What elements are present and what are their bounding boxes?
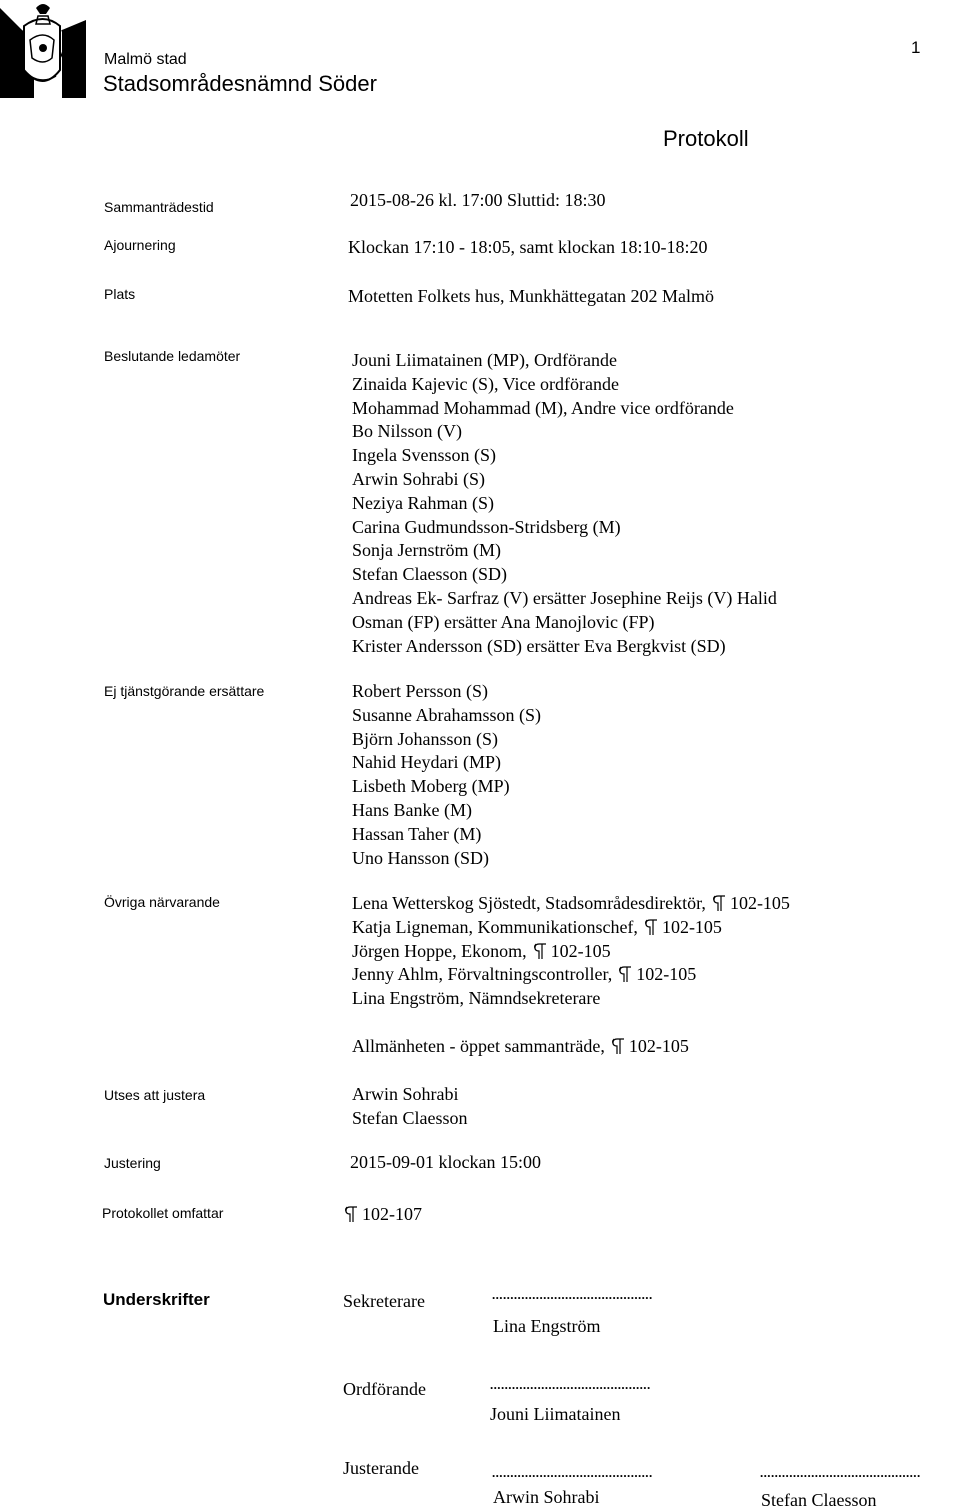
label-omfattar: Protokollet omfattar	[102, 1205, 224, 1221]
doc-type-title: Protokoll	[663, 126, 749, 151]
signature-line: ............................................	[760, 1465, 921, 1480]
role-justerande: Justerande	[343, 1458, 419, 1478]
paragraph-sign-icon	[533, 942, 549, 960]
list-item: Jörgen Hoppe, Ekonom, 102-105	[352, 940, 611, 961]
name-justerande-1: Arwin Sohrabi	[493, 1487, 600, 1507]
allmanheten-line: Allmänheten - öppet sammanträde, 102-105	[352, 1036, 689, 1056]
list-item: Arwin Sohrabi	[352, 1084, 459, 1104]
beslutande-list	[352, 349, 777, 658]
list-item: Jenny Ahlm, Förvaltningscontroller, 102-105	[352, 964, 697, 985]
list-item: Hassan Taher (M)	[352, 823, 482, 844]
list-item: Arwin Sohrabi (S)	[352, 468, 485, 489]
list-item: Mohammad Mohammad (M), Andre vice ordförande	[352, 397, 734, 418]
list-item: Jouni Liimatainen (MP), Ordförande	[352, 350, 617, 370]
paragraph-sign-icon	[344, 1205, 360, 1223]
label-justering: Justering	[104, 1155, 161, 1171]
signatures-heading: Underskrifter	[103, 1290, 210, 1309]
org-name: Malmö stad	[104, 51, 187, 68]
role-ordforande: Ordförande	[343, 1379, 426, 1399]
list-item: Zinaida Kajevic (S), Vice ordförande	[352, 373, 619, 394]
justera-list	[352, 1083, 467, 1131]
list-item: Ingela Svensson (S)	[352, 445, 496, 466]
list-item: Carina Gudmundsson-Stridsberg (M)	[352, 516, 621, 537]
list-item: Stefan Claesson	[352, 1107, 468, 1128]
value-ajournering: Klockan 17:10 - 18:05, samt klockan 18:10-18:20	[348, 237, 708, 257]
value-sammantradestid: 2015-08-26 kl. 17:00 Sluttid: 18:30	[350, 190, 606, 210]
label-ersattare: Ej tjänstgörande ersättare	[104, 683, 265, 699]
list-item: Lena Wetterskog Sjöstedt, Stadsområdesdirektör, 102-105	[352, 893, 790, 913]
signature-line: ............................................	[490, 1377, 651, 1392]
label-plats: Plats	[104, 286, 136, 302]
label-beslutande: Beslutande ledamöter	[104, 348, 241, 364]
list-item: Robert Persson (S)	[352, 681, 488, 701]
malmo-coat-of-arms-icon	[0, 0, 86, 98]
list-item: Björn Johansson (S)	[352, 728, 499, 749]
list-item: Krister Andersson (SD) ersätter Eva Bergkvist (SD)	[352, 635, 726, 656]
name-sekreterare: Lina Engström	[493, 1316, 601, 1336]
ersattare-list	[352, 680, 541, 870]
list-item: Stefan Claesson (SD)	[352, 564, 507, 585]
value-omfattar: 102-107	[344, 1204, 422, 1225]
label-ovriga: Övriga närvarande	[104, 894, 220, 910]
list-item: Lisbeth Moberg (MP)	[352, 776, 510, 797]
list-item: Neziya Rahman (S)	[352, 492, 494, 513]
value-plats: Motetten Folkets hus, Munkhättegatan 202 Malmö	[348, 286, 714, 306]
list-item: Uno Hansson (SD)	[352, 847, 489, 868]
paragraph-sign-icon	[611, 1037, 627, 1055]
list-item: Katja Ligneman, Kommunikationschef, 102-105	[352, 916, 722, 937]
role-sekreterare: Sekreterare	[343, 1291, 425, 1311]
paragraph-sign-icon	[644, 918, 660, 936]
list-item: Osman (FP) ersätter Ana Manojlovic (FP)	[352, 611, 655, 632]
list-item: Andreas Ek- Sarfraz (V) ersätter Josephine Reijs (V) Halid	[352, 587, 777, 608]
value-justering: 2015-09-01 klockan 15:00	[350, 1152, 541, 1172]
ovriga-list	[352, 892, 790, 1011]
name-ordforande: Jouni Liimatainen	[490, 1404, 621, 1424]
label-ajournering: Ajournering	[104, 237, 176, 253]
label-justera: Utses att justera	[104, 1087, 206, 1103]
list-item: Hans Banke (M)	[352, 799, 472, 820]
list-item: Susanne Abrahamsson (S)	[352, 704, 541, 725]
paragraph-sign-icon	[618, 965, 634, 983]
paragraph-sign-icon	[712, 894, 728, 912]
name-justerande-2: Stefan Claesson	[761, 1490, 877, 1510]
label-sammantradestid: Sammanträdestid	[104, 199, 214, 215]
list-item: Lina Engström, Nämndsekreterare	[352, 988, 601, 1009]
list-item: Nahid Heydari (MP)	[352, 752, 501, 773]
signature-line: ............................................	[492, 1465, 653, 1480]
committee-title: Stadsområdesnämnd Söder	[103, 71, 377, 96]
signature-line: ............................................	[492, 1287, 653, 1302]
page-number: 1	[911, 38, 921, 57]
list-item: Sonja Jernström (M)	[352, 540, 501, 561]
list-item: Bo Nilsson (V)	[352, 421, 463, 442]
